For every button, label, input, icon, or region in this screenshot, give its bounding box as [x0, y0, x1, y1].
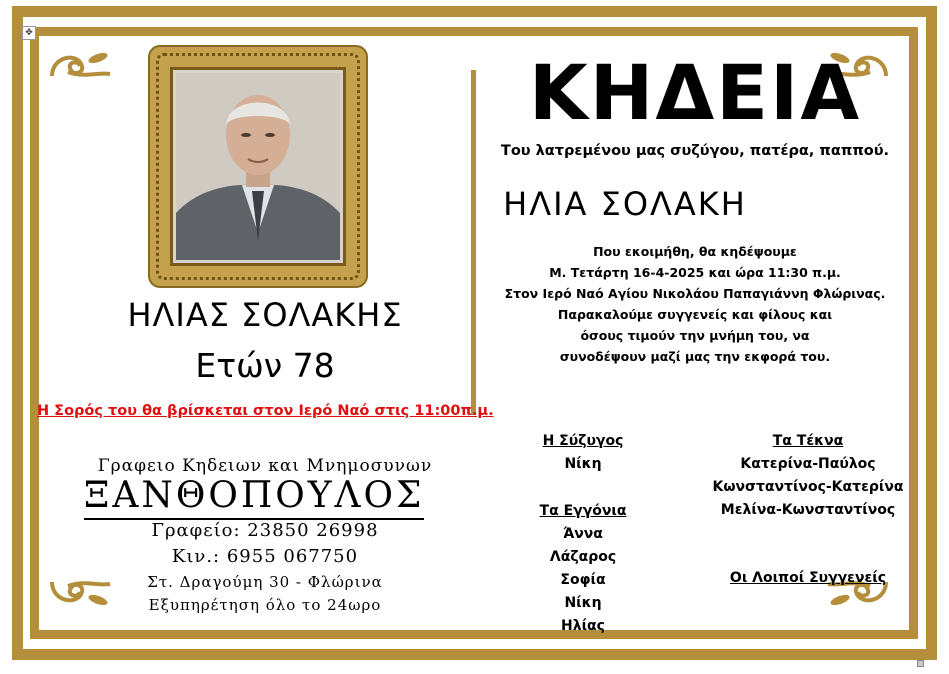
funeral-title: ΚΗΔΕΙΑ	[528, 48, 862, 137]
announcement-line: Παρακαλούμε συγγενείς και φίλους και	[557, 307, 833, 322]
other-relatives: Οι Λοιποί Συγγενείς	[729, 570, 887, 586]
office-address: Στ. Δραγούμη 30 - Φλώρινα	[147, 573, 383, 591]
grandchild-name: Άννα	[563, 526, 603, 542]
announcement-line: Που εκοιμήθη, θα κηδέψουμε	[593, 244, 797, 259]
announcement-line: Στον Ιερό Ναό Αγίου Νικολάου Παπαγιάννη Φλώρινας.	[504, 286, 886, 301]
grandchild-name: Ηλίας	[561, 618, 605, 634]
resize-handle[interactable]	[917, 660, 924, 667]
portrait-photo	[176, 73, 340, 260]
move-handle-icon[interactable]: ✥	[22, 26, 36, 40]
funeral-office-name: Γραφειο Κηδειων και Μνημοσυνων	[97, 456, 433, 476]
office-mobile: Κιν.: 6955 067750	[171, 546, 359, 567]
children-heading: Τα Τέκνα	[772, 433, 844, 449]
portrait-frame	[150, 47, 366, 286]
announcement-line: συνοδέψουν μαζί μας την εκφορά του.	[559, 349, 831, 364]
funeral-office-brand: ΞΑΝΘΟΠΟΥΛΟΣ	[84, 474, 424, 520]
column-divider	[471, 70, 476, 415]
spouse-name: Νίκη	[564, 456, 602, 472]
announcement-line: Μ. Τετάρτη 16-4-2025 και ώρα 11:30 π.μ.	[549, 265, 841, 280]
child-name: Κωνσταντίνος-Κατερίνα	[712, 479, 904, 495]
coffin-notice: Η Σορός του θα βρίσκεται στον Ιερό Ναό στις 11:00π.μ.	[37, 403, 494, 419]
child-name: Μελίνα-Κωνσταντίνος	[720, 502, 896, 518]
announcement-line: όσους τιμούν την μνήμη του, να	[580, 328, 810, 343]
deceased-age: Ετών 78	[195, 346, 335, 385]
deceased-name: ΗΛΙΑΣ ΣΟΛΑΚΗΣ	[127, 296, 403, 334]
office-service-hours: Εξυπηρέτηση όλο το 24ωρο	[148, 596, 382, 614]
deceased-name-right: ΗΛΙΑ ΣΟΛΑΚΗ	[503, 185, 747, 223]
funeral-subtitle: Του λατρεμένου μας συζύγου, πατέρα, παππού.	[500, 143, 890, 159]
grandchild-name: Νίκη	[564, 595, 602, 611]
grandchild-name: Λάζαρος	[549, 549, 617, 565]
spouse-heading: Η Σύζυγος	[542, 433, 624, 449]
grandchild-name: Σοφία	[560, 572, 606, 588]
office-phone: Γραφείο: 23850 26998	[151, 520, 379, 541]
child-name: Κατερίνα-Παύλος	[740, 456, 876, 472]
grandchildren-heading: Τα Εγγόνια	[539, 503, 627, 519]
corner-ornament-top-left	[48, 48, 112, 82]
